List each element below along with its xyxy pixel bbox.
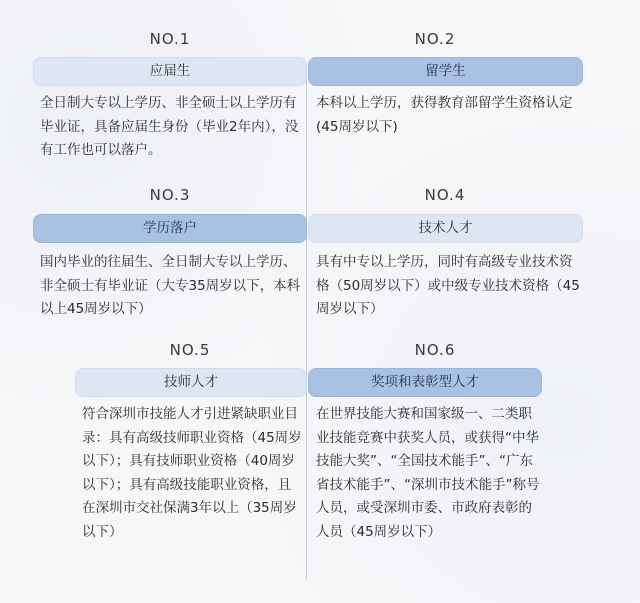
item-title-bar: 技术人才 — [308, 214, 583, 243]
item-number: NO.6 — [414, 341, 456, 359]
item-title-bar: 技师人才 — [75, 368, 307, 397]
item-description: 在世界技能大赛和国家级一、二类职业技能竞赛中获奖人员，或获得“中华技能大奖”、“全国技术能手”、“广东省技术能手”、“深圳市技术能手”称号人员，或受深圳市委、市政府表彰的人员（45周岁以下） — [316, 406, 540, 540]
item-title-bar: 奖项和表彰型人才 — [308, 368, 542, 397]
item-title-bar: 留学生 — [308, 57, 583, 86]
item-description: 国内毕业的往届生、全日制大专以上学历、非全硕士有毕业证（大专35周岁以下，本科以上45周岁以下） — [40, 254, 301, 317]
item-description: 符合深圳市技能人才引进紧缺职业目录：具有高级技师职业资格（45周岁以下）；具有技师职业资格（40周岁以下）；具有高级技能职业资格，且在深圳市交社保满3年以上（35周岁以下） — [82, 406, 302, 540]
item-number: NO.5 — [169, 341, 211, 359]
item-title-bar: 学历落户 — [33, 214, 307, 243]
item-number: NO.2 — [414, 30, 456, 48]
item-description: 具有中专以上学历，同时有高级专业技术资格（50周岁以下）或中级专业技术资格（45周岁以下） — [316, 254, 580, 317]
item-title-bar: 应届生 — [33, 57, 307, 86]
item-number: NO.3 — [149, 186, 191, 204]
item-description: 全日制大专以上学历、非全硕士以上学历有毕业证，具备应届生身份（毕业2年内），没有工作也可以落户。 — [40, 95, 299, 158]
center-divider — [306, 80, 307, 580]
item-number: NO.4 — [424, 186, 466, 204]
item-description: 本科以上学历，获得教育部留学生资格认定(45周岁以下) — [316, 95, 573, 135]
item-number: NO.1 — [149, 30, 191, 48]
